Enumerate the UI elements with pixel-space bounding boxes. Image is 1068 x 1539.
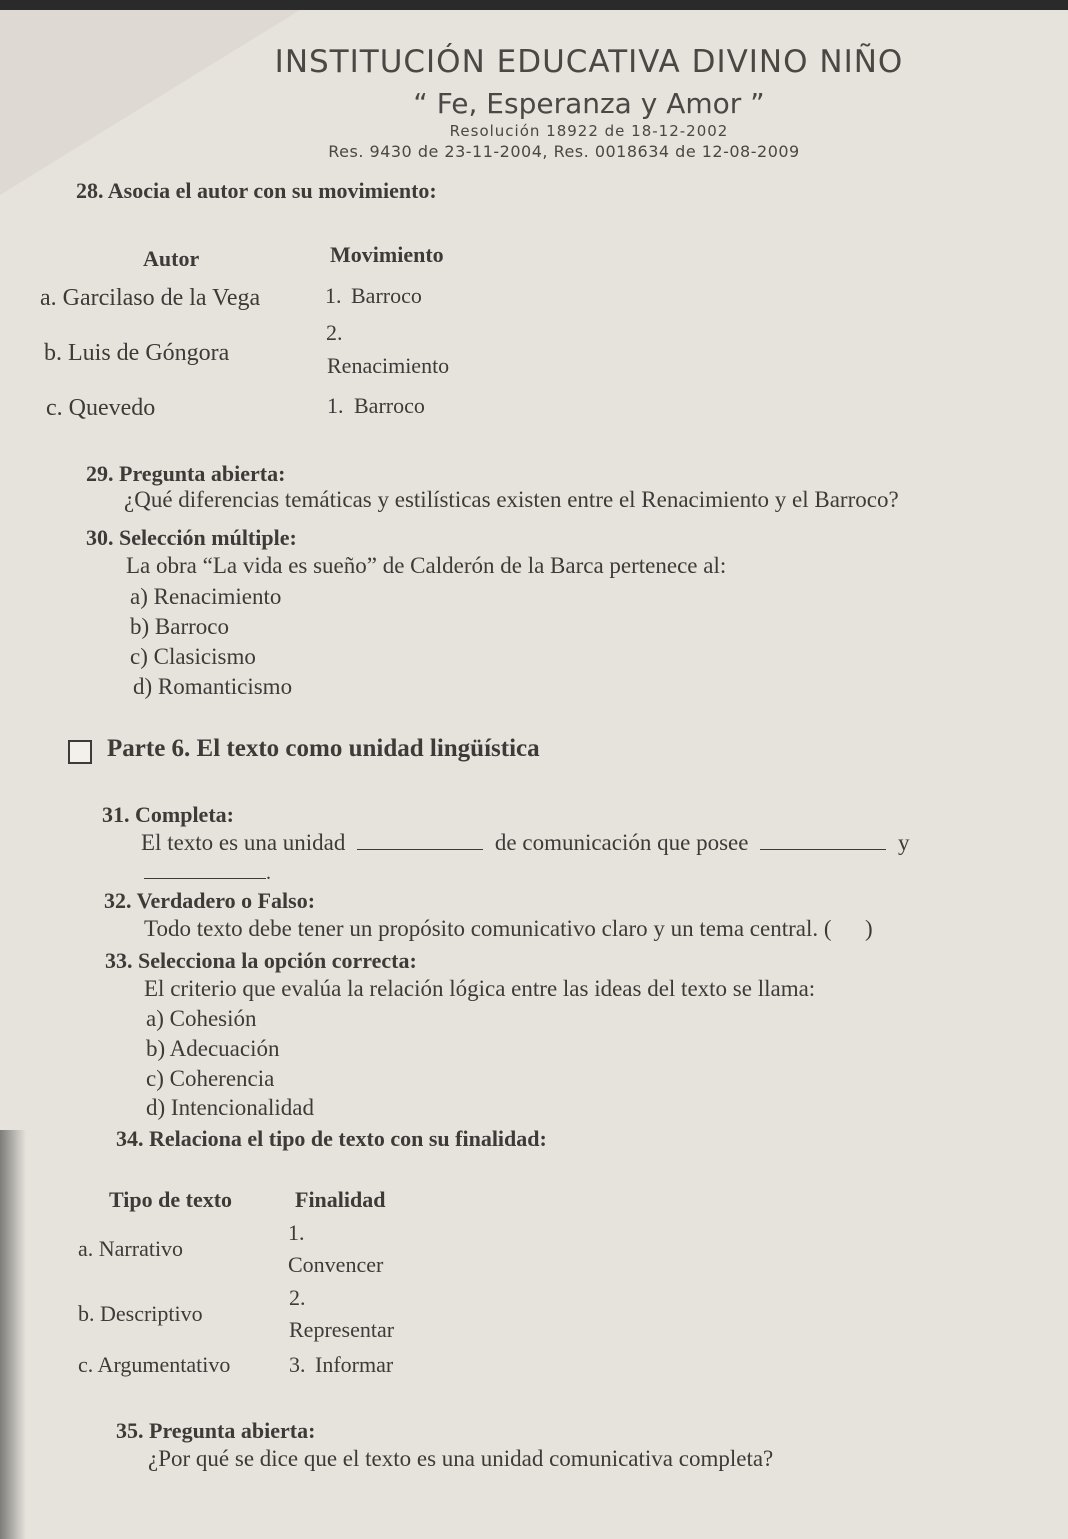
q31-sentence (141, 830, 909, 856)
q28-mov-c-num: 1. (327, 393, 344, 418)
q30-option-a: a) Renacimiento (130, 584, 282, 609)
q34-title: 34. Relaciona el tipo de texto con su finalidad: (116, 1126, 547, 1151)
q33-title: 33. Selecciona la opción correcta: (105, 948, 417, 973)
q32-close: ) (865, 916, 873, 941)
institution-motto: “ Fe, Esperanza y Amor ” (413, 87, 765, 120)
q33-option-b: b) Adecuación (146, 1036, 280, 1061)
q34-fin-b: Representar (289, 1317, 395, 1342)
resolution-line-2: Res. 9430 de 23-11-2004, Res. 0018634 de 12-08-2009 (328, 142, 800, 161)
q28-col-autor: Autor (143, 246, 200, 271)
q29-title: 29. Pregunta abierta: (86, 461, 286, 486)
q34-fin-c-num: 3. (289, 1352, 306, 1377)
q35-question: ¿Por qué se dice que el texto es una unidad comunicativa completa? (148, 1446, 774, 1471)
q30-option-b: b) Barroco (130, 614, 229, 639)
q34-fin-a-num: 1. (288, 1220, 305, 1245)
q34-tipo-a: a. Narrativo (78, 1236, 184, 1261)
resolution-line: Resolución 18922 de 18-12-2002 (449, 122, 729, 140)
q28-autor-c: c. Quevedo (46, 395, 156, 421)
q30-option-d: d) Romanticismo (133, 674, 293, 699)
q31-text-a: El texto es una unidad (141, 830, 346, 855)
q31-text-c: y (897, 830, 910, 855)
q32-text: Todo texto debe tener un propósito comunicativo claro y un tema central. ( (144, 916, 832, 941)
q34-col-finalidad: Finalidad (295, 1187, 386, 1212)
q34-tipo-b: b. Descriptivo (78, 1301, 203, 1326)
q34-fin-c: Informar (315, 1352, 394, 1377)
q31-text-b: de comunicación que posee (494, 830, 749, 855)
edge-shadow (0, 1130, 26, 1539)
q35-title: 35. Pregunta abierta: (116, 1418, 316, 1443)
exam-sheet (0, 10, 1068, 1539)
q30-title: 30. Selección múltiple: (86, 525, 297, 550)
q34-tipo-c: c. Argumentativo (78, 1352, 231, 1377)
q31-blank-2[interactable] (760, 831, 886, 850)
q29-question: ¿Qué diferencias temáticas y estilísticas existen entre el Renacimiento y el Barroco? (124, 487, 899, 512)
q28-title: 28. Asocia el autor con su movimiento: (76, 178, 437, 203)
q32-statement (144, 916, 873, 942)
q33-option-c: c) Coherencia (146, 1066, 275, 1091)
q28-mov-c: Barroco (354, 393, 425, 418)
q28-mov-b-num: 2. (326, 320, 343, 345)
q34-col-tipo: Tipo de texto (109, 1187, 233, 1212)
q32-title: 32. Verdadero o Falso: (104, 888, 316, 913)
q31-title: 31. Completa: (102, 802, 234, 827)
q34-fin-a: Convencer (288, 1252, 384, 1277)
q33-option-a: a) Cohesión (146, 1006, 257, 1031)
q31-blank-3[interactable] (144, 864, 266, 879)
q34-fin-b-num: 2. (289, 1285, 306, 1310)
q30-question: La obra “La vida es sueño” de Calderón de la Barca pertenece al: (126, 553, 727, 578)
q28-mov-a-num: 1. (325, 283, 342, 308)
q33-option-d: d) Intencionalidad (146, 1095, 314, 1120)
part6-title: Parte 6. El texto como unidad lingüística (107, 735, 540, 762)
institution-name: INSTITUCIÓN EDUCATIVA DIVINO NIÑO (274, 44, 904, 80)
q28-col-movimiento: Movimiento (330, 242, 444, 267)
q28-autor-a: a. Garcilaso de la Vega (40, 285, 261, 311)
part6-checkbox[interactable] (68, 740, 92, 764)
q28-mov-a: Barroco (351, 283, 422, 308)
q31-text-d: . (266, 862, 271, 884)
q31-line-2 (144, 862, 271, 884)
q30-option-c: c) Clasicismo (130, 644, 256, 669)
q28-autor-b: b. Luis de Góngora (44, 340, 230, 366)
q31-blank-1[interactable] (357, 831, 483, 850)
q33-question: El criterio que evalúa la relación lógica entre las ideas del texto se llama: (144, 976, 816, 1001)
q28-mov-b: Renacimiento (327, 353, 450, 378)
